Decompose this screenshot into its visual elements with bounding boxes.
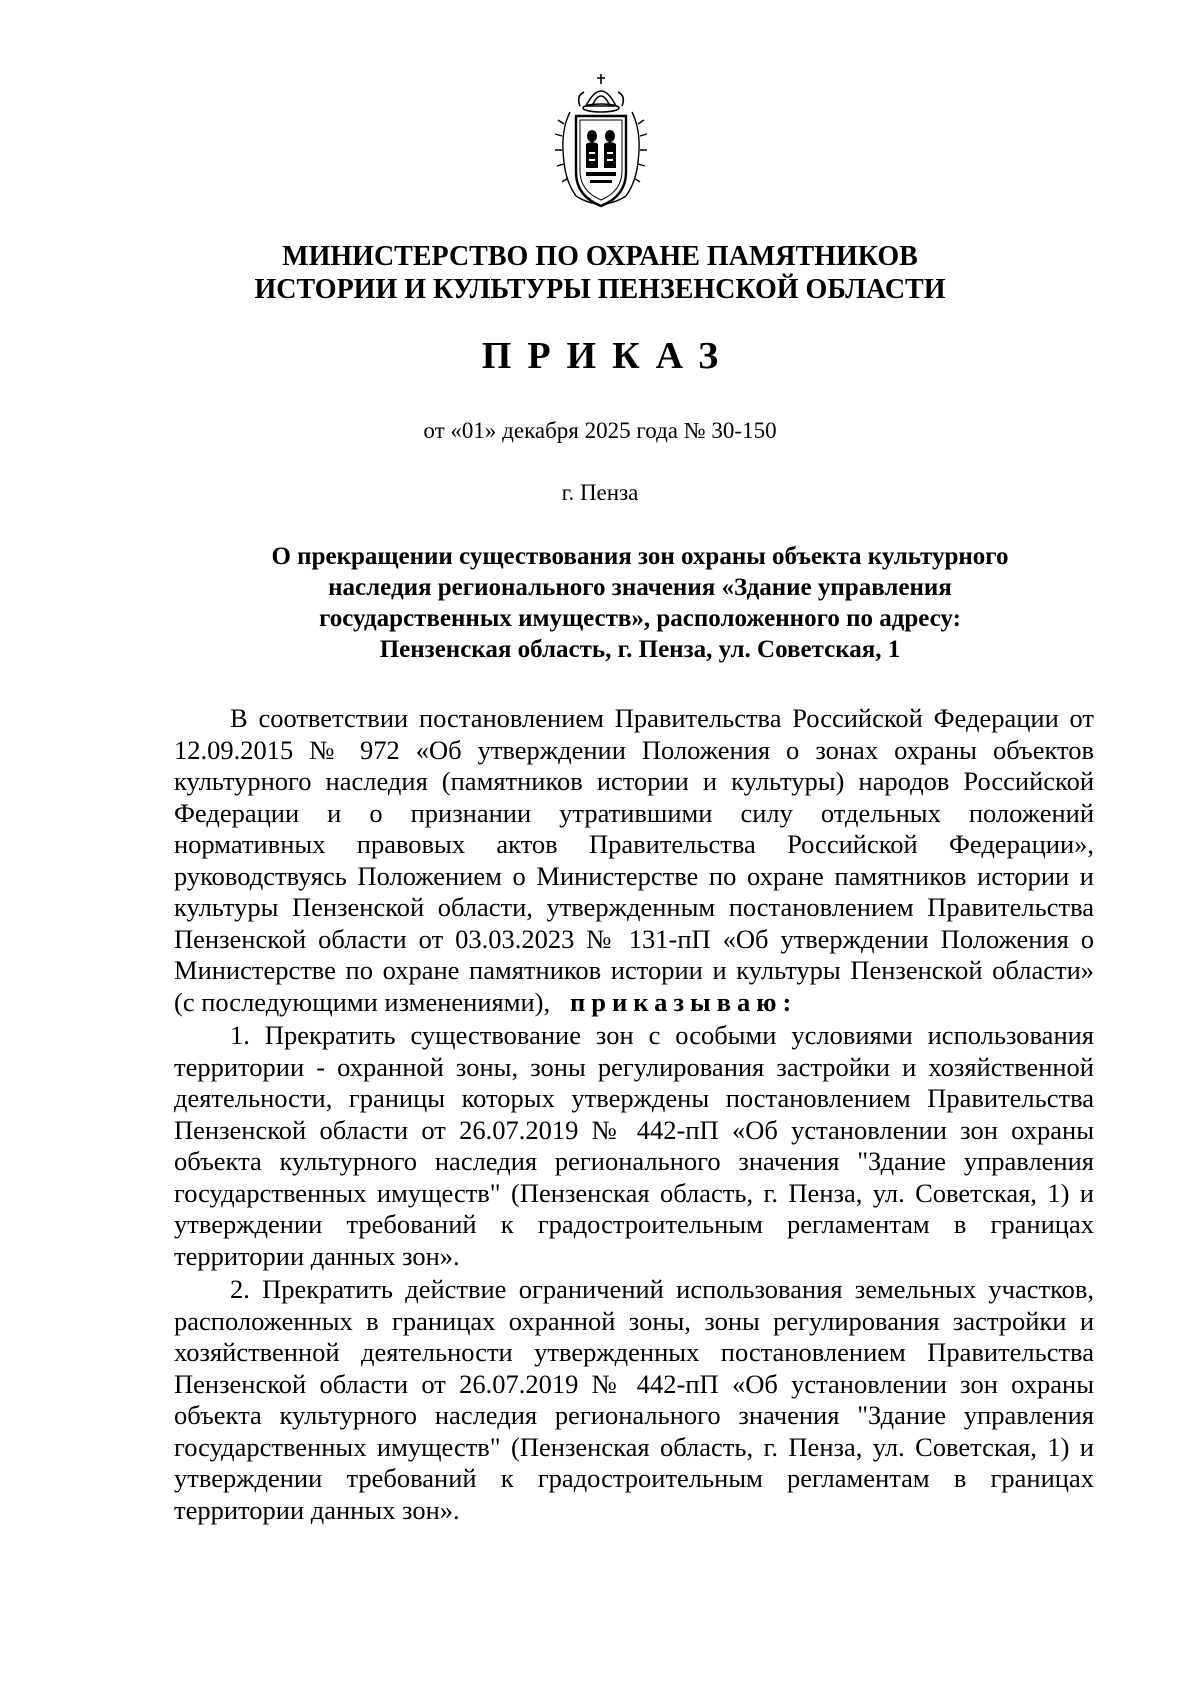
order-word: приказываю: bbox=[569, 986, 798, 1017]
coat-of-arms-emblem bbox=[550, 72, 652, 214]
ministry-name bbox=[0, 240, 1200, 306]
order-date-number: от «01» декабря 2025 года № 30-150 bbox=[423, 418, 777, 443]
title-line-2: наследия регионального значения «Здание управления bbox=[328, 574, 952, 601]
preamble-paragraph bbox=[174, 703, 1094, 1018]
order-body bbox=[174, 703, 1094, 1526]
title-line-3: государственных имуществ», расположенного по адресу: bbox=[319, 605, 961, 632]
order-city: г. Пенза bbox=[561, 480, 639, 505]
preamble-text: В соответствии постановлением Правительства Российской Федерации от 12.09.2015 № 972 «Об утверждении Положения о зонах охраны объектов культурного наследия (памятников истории и культуры) народов Российской Федерации и о признании утратившими силу отдельных положений нормативных правовых актов Правительства Российской Федерации», руководствуясь Положением о Министерстве по охране памятников истории и культуры Пензенской области, утвержденным постановлением Правительства Пензенской области от 03.03.2023 № 131-пП «Об утверждении Положения о Министерстве по охране памятников истории и культуры Пензенской области» (с последующими изменениями), bbox=[174, 703, 1094, 1017]
title-line-1: О прекращении существования зон охраны объекта культурного bbox=[271, 543, 1009, 570]
document-type: ПРИКАЗ bbox=[481, 335, 735, 377]
title-line-4: Пензенская область, г. Пенза, ул. Советская, 1 bbox=[379, 636, 901, 663]
ministry-line-1: МИНИСТЕРСТВО ПО ОХРАНЕ ПАМЯТНИКОВ bbox=[282, 241, 918, 272]
ministry-line-2: ИСТОРИИ И КУЛЬТУРЫ ПЕНЗЕНСКОЙ ОБЛАСТИ bbox=[254, 274, 946, 305]
order-title bbox=[190, 541, 1090, 665]
order-item-1: 1. Прекратить существование зон с особыми условиями использования территории - охранной зоны, зоны регулирования застройки и хозяйственной деятельности, границы которых утверждены постановлением Правительства Пензенской области от 26.07.2019 № 442-пП «Об установлении зон охраны объекта культурного наследия регионального значения "Здание управления государственных имуществ" (Пензенская область, г. Пенза, ул. Советская, 1) и утверждении требований к градостроительным регламентам в границах территории данных зон». bbox=[174, 1020, 1094, 1271]
order-item-2: 2. Прекратить действие ограничений использования земельных участков, расположенных в границах охранной зоны, зоны регулирования застройки и хозяйственной деятельности утвержденных постановлением Правительства Пензенской области от 26.07.2019 № 442-пП «Об установлении зон охраны объекта культурного наследия регионального значения "Здание управления государственных имуществ" (Пензенская область, г. Пенза, ул. Советская, 1) и утверждении требований к градостроительным регламентам в границах территории данных зон». bbox=[174, 1274, 1094, 1525]
